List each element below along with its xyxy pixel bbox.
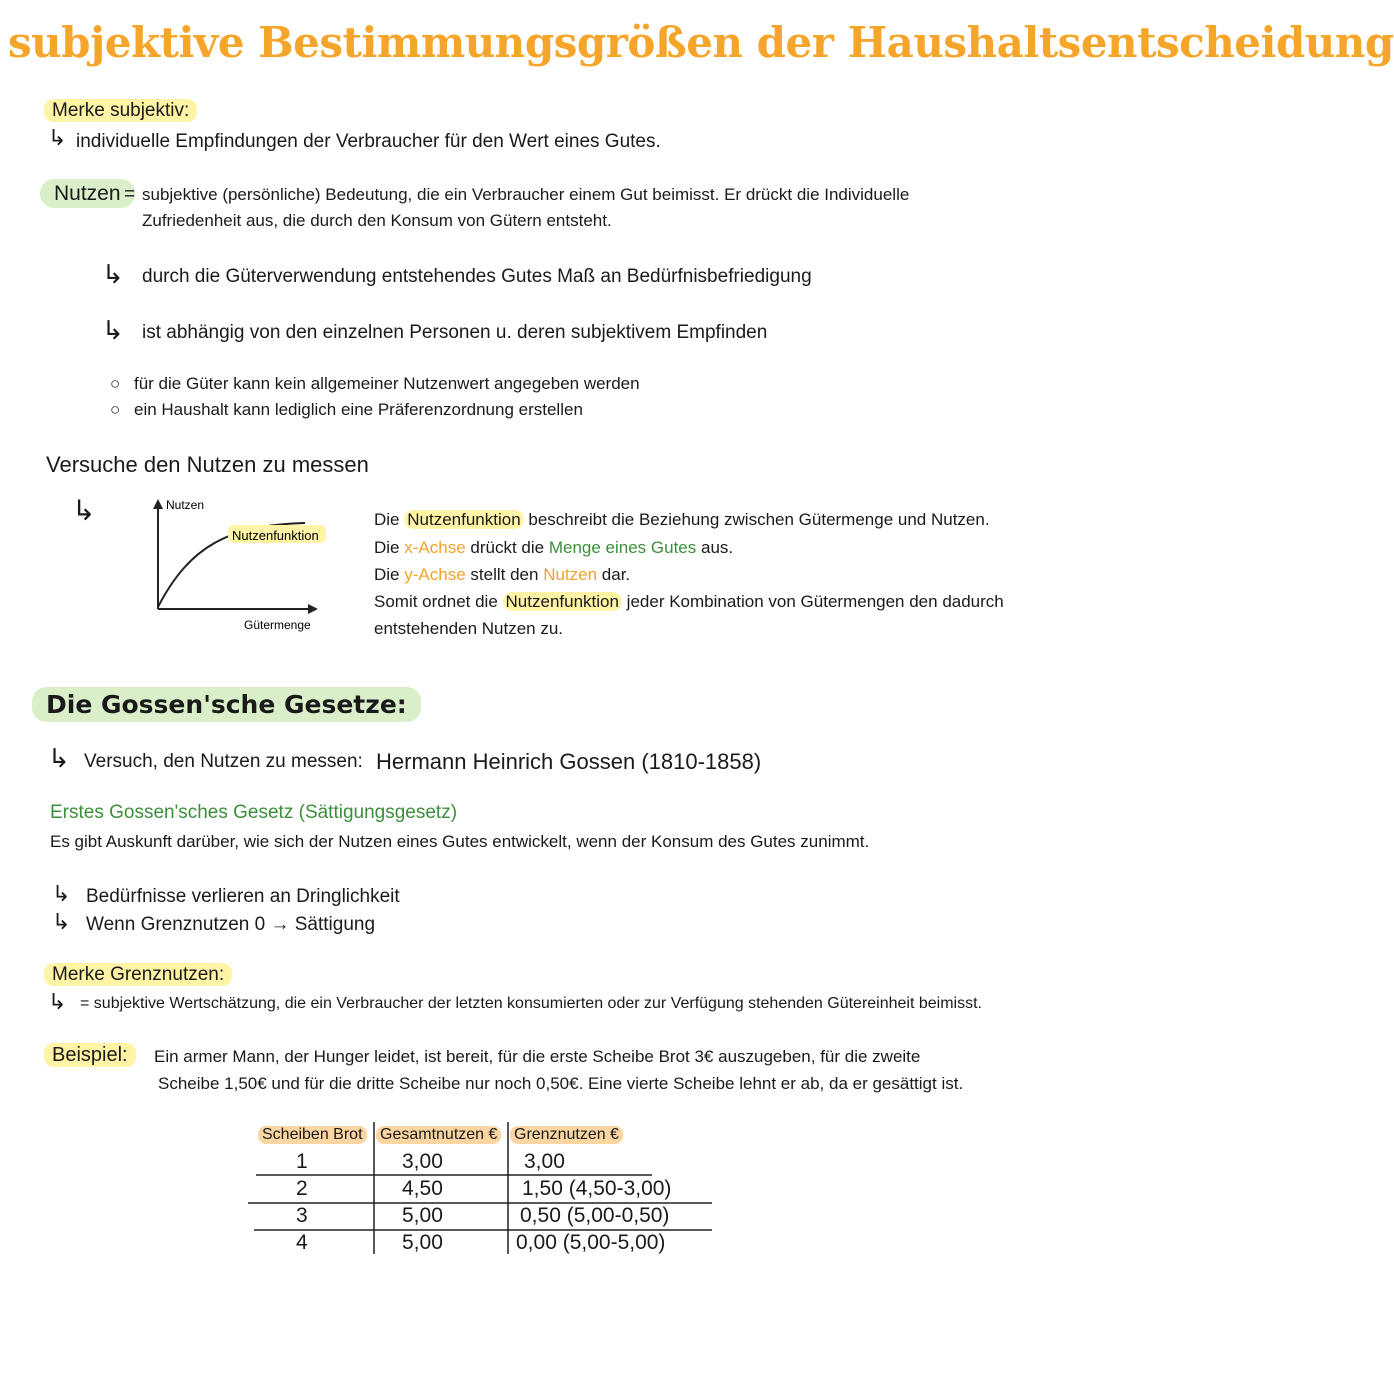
y-axis-label: Nutzen [166,498,205,512]
messen-line1: Die Nutzenfunktion beschreibt die Beziehung zwischen Gütermenge und Nutzen. [374,510,990,529]
arrow-icon: ↳ [102,316,124,346]
erstes-gesetz-text: Es gibt Auskunft darüber, wie sich der Nutzen eines Gutes entwickelt, wenn der Konsum des Gutes zunimmt. [50,832,870,851]
messen-line4: Somit ordnet die Nutzenfunktion jeder Kombination von Gütermengen den dadurch [374,592,1004,611]
nutzen-bullet2: ein Haushalt kann lediglich eine Präferenzordnung erstellen [134,400,583,419]
beispiel-line2: Scheibe 1,50€ und für die dritte Scheibe nur noch 0,50€. Eine vierte Scheibe lehnt er ab, da er gesättigt ist. [158,1074,964,1093]
gossen-name: Hermann Heinrich Gossen (1810-1858) [376,749,762,774]
table-cell: 3,00 [402,1150,443,1173]
nutzen-label: Nutzen [40,182,135,206]
arrow-icon: ↳ [102,260,124,290]
circle-bullet-icon: ○ [110,374,121,393]
arrow-icon: ↳ [48,990,67,1015]
page-title: subjektive Bestimmungsgrößen der Haushaltsentscheidung [8,18,1394,67]
grenznutzen-table [244,1120,724,1260]
messen-line5: entstehenden Nutzen zu. [374,619,564,638]
arrow-icon: ↳ [52,910,71,935]
table-cell: 5,00 [402,1204,443,1227]
table-cell: 2 [296,1177,308,1200]
nutzen-eq: = [124,184,136,205]
messen-line2: Die x-Achse drückt die Menge eines Gutes aus. [374,538,734,557]
arrow-icon: ↳ [72,494,96,527]
arrow-icon: ↳ [48,744,70,774]
y-axis-arrow-icon [153,499,163,509]
curve-label: Nutzenfunktion [232,528,319,543]
beispiel-label: Beispiel: [44,1044,136,1067]
arrow-icon: ↳ [52,882,71,907]
table-header-scheiben: Scheiben Brot [258,1126,367,1144]
gossen-heading: Die Gossen'sche Gesetze: [32,690,421,719]
messen-heading: Versuche den Nutzen zu messen [46,452,369,477]
grenznutzen-text: = subjektive Wertschätzung, die ein Verbraucher der letzten konsumierten oder zur Verfügung stehenden Gütereinheit beimisst. [80,995,982,1012]
beispiel-line1: Ein armer Mann, der Hunger leidet, ist bereit, für die erste Scheibe Brot 3€ auszugeben, für die zweite [154,1047,921,1066]
messen-line3: Die y-Achse stellt den Nutzen dar. [374,565,631,584]
grenznutzen-label: Merke Grenznutzen: [44,964,232,986]
gossen-arrow1: Bedürfnisse verlieren an Dringlichkeit [86,886,400,907]
nutzen-bullet1: für die Güter kann kein allgemeiner Nutzenwert angegeben werden [134,374,640,393]
table-cell: 4,50 [402,1177,443,1200]
table-cell: 0,50 (5,00-0,50) [520,1204,670,1227]
gossen-arrow2: Wenn Grenznutzen 0 → Sättigung [86,914,376,935]
table-cell: 4 [296,1231,308,1254]
utility-function-graph [140,495,340,640]
table-cell: 0,00 (5,00-5,00) [516,1231,666,1254]
table-header-gesamtnutzen: Gesamtnutzen € [376,1126,501,1144]
table-cell: 3,00 [524,1150,565,1173]
arrow-icon: ↳ [48,126,67,151]
nutzen-def-line2: Zufriedenheit aus, die durch den Konsum von Gütern entsteht. [142,211,612,230]
table-cell: 1,50 (4,50-3,00) [522,1177,672,1200]
nutzen-arrow2: ist abhängig von den einzelnen Personen u. deren subjektivem Empfinden [142,322,768,343]
x-axis-arrow-icon [308,604,318,614]
table-cell: 1 [296,1150,308,1173]
erstes-gesetz-title: Erstes Gossen'sches Gesetz (Sättigungsgesetz) [50,802,458,823]
x-axis-label: Gütermenge [244,618,311,632]
gossen-versuch: Versuch, den Nutzen zu messen: [84,751,363,772]
table-header-grenznutzen: Grenznutzen € [510,1126,623,1144]
table-cell: 5,00 [402,1231,443,1254]
merke-subjektiv-text: individuelle Empfindungen der Verbraucher für den Wert eines Gutes. [76,131,661,152]
table-cell: 3 [296,1204,308,1227]
nutzen-arrow1: durch die Güterverwendung entstehendes Gutes Maß an Bedürfnisbefriedigung [142,266,812,287]
nutzen-def-line1: subjektive (persönliche) Bedeutung, die ein Verbraucher einem Gut beimisst. Er drückt die Individuelle [142,185,910,204]
circle-bullet-icon: ○ [110,400,121,419]
merke-subjektiv-label: Merke subjektiv: [44,100,197,122]
